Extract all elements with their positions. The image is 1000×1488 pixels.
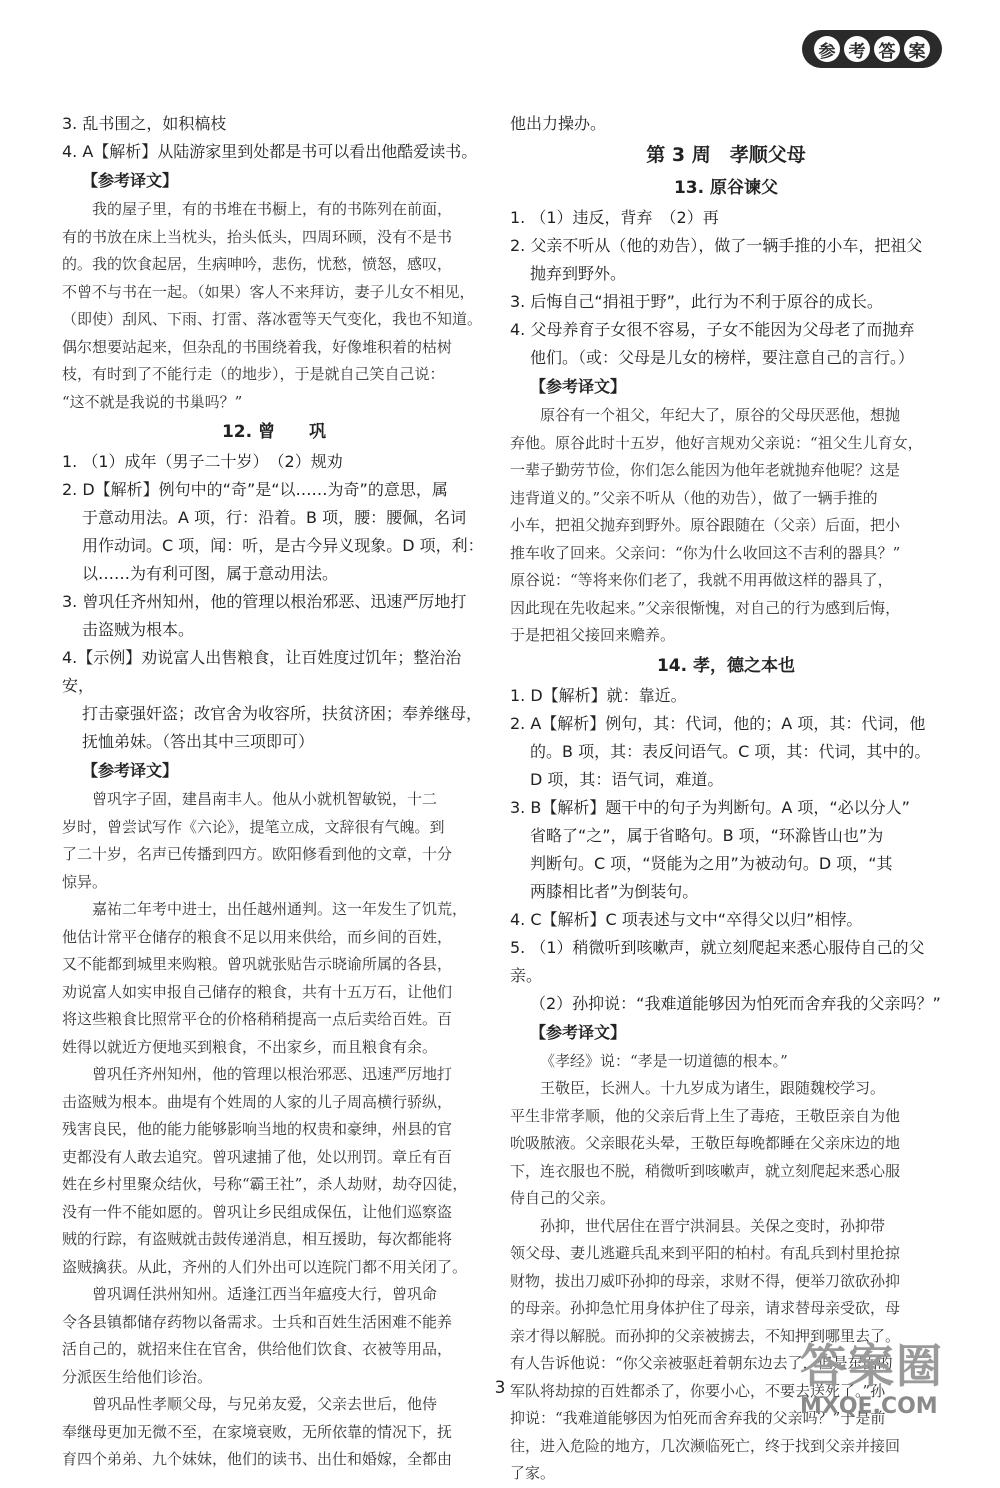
translation-line: 原谷有一个祖父，年纪大了，原谷的父母厌恶他，想抛 bbox=[540, 406, 901, 424]
translation-line: 了二十岁，名声已传播到四方。欧阳修看到他的文章，十分 bbox=[62, 845, 453, 863]
translation-line: 抑说：“我难道能够因为怕死而舍弃我的父亲吗？”于是前 bbox=[510, 1409, 886, 1427]
translation-line: 一辈子勤劳节俭，你们怎么能因为他年老就抛弃他呢？这是 bbox=[510, 461, 901, 479]
reference-translation-label: 【参考译文】 bbox=[82, 761, 179, 780]
text-line: 用作动词。C 项，闻：听，是古今异义现象。D 项，利： bbox=[82, 536, 484, 555]
translation-line: 活自己的，就招来住在官舍，供给他们饮食、衣被等用品， bbox=[62, 1340, 453, 1358]
answer-line: 4. C【解析】C 项表述与文中“卒得父以归”相悖。 bbox=[510, 909, 863, 929]
translation-line: 岁时，曾尝试写作《六论》，提笔立成，文辞很有气魄。到 bbox=[62, 817, 445, 836]
translation-line: 没有一件不能如愿的。曾巩让乡民组成保伍，让他们巡察盗 bbox=[62, 1202, 453, 1221]
translation-line: 因此现在先收起来。”父亲很惭愧，对自己的行为感到后悔， bbox=[510, 598, 901, 617]
translation-line: 《孝经》说：“孝是一切道德的根本。” bbox=[540, 1051, 788, 1070]
watermark-text: 答案圈 bbox=[800, 1339, 944, 1393]
translation-line: 军队将劫掠的百姓都杀了，你要小心，不要去送死了。”孙 bbox=[510, 1381, 886, 1400]
text-line: 抚恤弟妹。（答出其中三项即可） bbox=[82, 732, 315, 751]
translation-line: 亲才得以解脱。而孙抑的父亲被掳去，不知押到哪里去了。 bbox=[510, 1326, 901, 1345]
section-title-14: 14. 孝，德之本也 bbox=[656, 655, 796, 676]
reference-translation-label: 【参考译文】 bbox=[530, 1022, 627, 1042]
text-line: 不曾不与书在一起。（如果）客人不来拜访，妻子儿女不相见， bbox=[62, 282, 475, 301]
week-title: 第 3 周 孝顺父母 bbox=[646, 144, 806, 166]
translation-line: 推车收了回来。父亲问：“你为什么收回这不吉利的器具？” bbox=[510, 543, 901, 562]
watermark-url: MXQE.COM bbox=[800, 1394, 938, 1419]
translation-line: 曾巩调任洪州知州。适逢江西当年瘟疫大行，曾巩命 bbox=[92, 1285, 438, 1303]
answer-line: 省略了“之”，属于省略句。B 项，“环滁皆山也”为 bbox=[530, 825, 884, 845]
badge-char: 考 bbox=[844, 36, 870, 62]
translation-line: 的母亲。孙抑急忙用身体护住了母亲，请求替母亲受砍，母 bbox=[510, 1299, 901, 1317]
translation-line: 下，连衣服也不脱，稍微听到咳嗽声，就立刻爬起来悉心服 bbox=[510, 1161, 901, 1180]
translation-block-13 bbox=[510, 402, 942, 650]
translation-line: 育四个弟弟、九个妹妹，他们的读书、出仕和婚嫁，全都由 bbox=[62, 1450, 453, 1468]
translation-line: 击盗贼为根本。曲堤有个姓周的人家的儿子周高横行骄纵， bbox=[62, 1092, 453, 1111]
answers-14 bbox=[510, 682, 942, 1018]
text-line: 1. （1）违反，背弃 （2）再 bbox=[510, 208, 719, 227]
translation-line: 将这些粮食比照常平仓的价格稍稍提高一点后卖给百姓。百 bbox=[62, 1010, 453, 1028]
reference-translation-label: 【参考译文】 bbox=[82, 171, 179, 190]
badge-char: 参 bbox=[814, 36, 840, 62]
text-line: 有的书放在床上当枕头，抬头低头，四周环顾，没有不是书 bbox=[62, 227, 453, 246]
text-line: 2. D【解析】例句中的“奇”是“以……为奇”的意思，属 bbox=[62, 480, 448, 499]
answer-line: 判断句。C 项，“贤能为之用”为被动句。D 项，“其 bbox=[530, 853, 893, 873]
continued-line: 他出力操办。 bbox=[510, 114, 607, 133]
answer-line: 的。B 项，其：表反问语气。C 项，其：代词，其中的。 bbox=[530, 741, 931, 761]
left-top-answers bbox=[62, 110, 486, 166]
reference-translation-label: 【参考译文】 bbox=[530, 377, 627, 396]
badge-char: 案 bbox=[904, 36, 930, 62]
translation-line: 曾巩品性孝顺父母，与兄弟友爱，父亲去世后，他侍 bbox=[92, 1395, 438, 1413]
answers-12 bbox=[62, 448, 486, 756]
translation-line: 原谷说：“等将来你们老了，我就不用再做这样的器具了， bbox=[510, 571, 893, 589]
translation-line: 贼的行踪，有盗贼就击鼓传递消息，相互援助，每次都能将 bbox=[62, 1230, 453, 1248]
translation-line: 有人告诉他说：“你父亲被驱赶着朝东边去了，但是东面的 bbox=[510, 1354, 893, 1372]
translation-line: 小车，把祖父抛弃到野外。原谷跟随在（父亲）后面，把小 bbox=[510, 516, 901, 534]
text-line: 击盗贼为根本。 bbox=[82, 620, 195, 639]
text-line: 枝，有时到了不能行走（的地步），于是就自己笑自己说： bbox=[62, 365, 445, 383]
text-line: 于意动用法。A 项，行：沿着。B 项，腰：腰佩，名词 bbox=[82, 508, 467, 527]
text-line: 3. 曾巩任齐州知州，他的管理以根治邪恶、迅速严厉地打 bbox=[62, 592, 467, 611]
translation-line: 残害良民，他的能力能够影响当地的权贵和豪绅，州县的官 bbox=[62, 1120, 453, 1138]
translation-line: 姓在乡村里聚众结伙，号称“霸王社”，杀人劫财，劫夺囚徒， bbox=[62, 1175, 468, 1193]
answer-line: 2. A【解析】例句，其：代词，他的；A 项，其：代词，他 bbox=[510, 713, 926, 733]
translation-line: 往，进入危险的地方，几次濒临死亡，终于找到父亲并接回 bbox=[510, 1436, 901, 1455]
translation-line: 惊异。 bbox=[62, 872, 108, 891]
answer-line: 两膝相比者”为倒装句。 bbox=[530, 881, 699, 901]
translation-line: 曾巩任齐州知州，他的管理以根治邪恶、迅速严厉地打 bbox=[92, 1065, 453, 1083]
translation-line: 分派医生给他们诊治。 bbox=[62, 1367, 213, 1386]
text-line: 3. 乱书围之，如积槁枝 bbox=[62, 114, 227, 133]
translation-line: 于是把祖父接回来赡养。 bbox=[510, 626, 676, 644]
translation-line: 领父母、妻儿逃避兵乱来到平阳的柏村。有乱兵到村里抢掠 bbox=[510, 1244, 901, 1262]
answer-line: 3. B【解析】题干中的句子为判断句。A 项，“必以分人” bbox=[510, 797, 910, 817]
answer-line: 1. D【解析】就：靠近。 bbox=[510, 685, 687, 705]
translation-block-12 bbox=[62, 786, 486, 1474]
answer-line: （2）孙抑说：“我难道能够因为怕死而舍弃我的父亲吗？” bbox=[530, 993, 941, 1013]
text-line: 抛弃到野外。 bbox=[530, 264, 627, 283]
answers-13 bbox=[510, 204, 942, 372]
watermark-logo bbox=[800, 1338, 990, 1428]
translation-line: 嘉祐二年考中进士，出任越州通判。这一年发生了饥荒， bbox=[92, 900, 468, 918]
translation-line: 孙抑，世代居住在晋宁洪洞县。关保之变时，孙抑带 bbox=[540, 1216, 886, 1235]
translation-line: 平生非常孝顺，他的父亲后背上生了毒疮，王敬臣亲自为他 bbox=[510, 1106, 901, 1125]
text-line: “这不就是我说的书巢吗？” bbox=[62, 392, 243, 411]
translation-line: 盗贼擒获。从此，齐州的人们外出可以连院门都不用关闭了。 bbox=[62, 1257, 468, 1276]
right-column bbox=[510, 110, 942, 1488]
text-line: 打击豪强奸盗；改官舍为收容所，扶贫济困；奉养继母， bbox=[82, 704, 483, 723]
text-line: 偶尔想要站起来，但杂乱的书围绕着我，好像堆积着的枯树 bbox=[62, 337, 453, 356]
text-line: 以……为有利可图，属于意动用法。 bbox=[82, 564, 339, 583]
text-line: 3. 后悔自己“捐祖于野”，此行为不利于原谷的成长。 bbox=[510, 292, 883, 311]
text-line: 4. 父母养育子女很不容易，子女不能因为父母老了而抛弃 bbox=[510, 320, 915, 339]
translation-line: 姓得以就近方便地买到粮食，不出家乡，而且粮食有余。 bbox=[62, 1037, 438, 1056]
page-number: 3 bbox=[494, 1378, 506, 1398]
section-title-12: 12. 曾 巩 bbox=[221, 422, 327, 442]
badge-char: 答 bbox=[874, 36, 900, 62]
translation-line: 财物，拔出刀威吓孙抑的母亲，求财不得，便举刀欲砍孙抑 bbox=[510, 1271, 901, 1290]
reference-answer-badge bbox=[802, 30, 942, 68]
translation-line: 曾巩字子固，建昌南丰人。他从小就机智敏锐，十二 bbox=[92, 790, 438, 808]
translation-line: 奉继母更加无微不至，在家境衰败，无所依靠的情况下，抚 bbox=[62, 1422, 453, 1441]
translation-block-11 bbox=[62, 196, 486, 416]
translation-line: 了家。 bbox=[510, 1464, 556, 1482]
translation-line: 又不能都到城里来购粮。曾巩就张贴告示晓谕所属的各县， bbox=[62, 955, 453, 973]
text-line: （即使）刮风、下雨、打雷、落冰雹等天气变化，我也不知道。 bbox=[62, 310, 483, 328]
section-title-13: 13. 原谷谏父 bbox=[673, 178, 779, 198]
translation-line: 违背道义的。”父亲不听从（他的劝告），做了一辆手推的 bbox=[510, 488, 878, 507]
text-line: 4. A【解析】从陆游家里到处都是书可以看出他酷爱读书。 bbox=[62, 142, 478, 161]
translation-line: 令各县镇都储存药物以备需求。士兵和百姓生活困难不能养 bbox=[62, 1312, 453, 1331]
text-line: 2. 父亲不听从（他的劝告），做了一辆手推的小车，把祖父 bbox=[510, 236, 923, 255]
translation-line: 他估计常平仓储存的粮食不足以用来供给，而乡间的百姓， bbox=[62, 927, 453, 946]
translation-line: 弃他。原谷此时十五岁，他好言规劝父亲说：“祖父生儿育女， bbox=[510, 433, 923, 452]
answer-line: D 项，其：语气词，难道。 bbox=[530, 769, 724, 789]
text-line: 4.【示例】劝说富人出售粮食，让百姓度过饥年；整治治安， bbox=[62, 648, 462, 695]
text-line: 的。我的饮食起居，生病呻吟，悲伤，忧愁，愤怒，感叹， bbox=[62, 255, 453, 273]
translation-line: 吏都没有人敢去追究。曾巩逮捕了他，处以刑罚。章丘有百 bbox=[62, 1147, 453, 1166]
answer-line: 5. （1）稍微听到咳嗽声，就立刻爬起来悉心服侍自己的父亲。 bbox=[510, 937, 925, 985]
translation-line: 王敬臣，长洲人。十九岁成为诸生，跟随魏校学习。 bbox=[540, 1079, 886, 1097]
translation-line: 劝说富人如实申报自己储存的粮食，共有十五万石，让他们 bbox=[62, 982, 453, 1001]
text-line: 1. （1）成年（男子二十岁） （2）规劝 bbox=[62, 452, 343, 471]
left-column bbox=[62, 110, 486, 1474]
translation-line: 侍自己的父亲。 bbox=[510, 1189, 616, 1207]
text-line: 我的屋子里，有的书堆在书橱上，有的书陈列在前面， bbox=[92, 200, 453, 218]
text-line: 他们。（或：父母是儿女的榜样，要注意自己的言行。） bbox=[530, 348, 915, 367]
translation-line: 吮吸脓液。父亲眼花头晕，王敬臣每晚都睡在父亲床边的地 bbox=[510, 1134, 901, 1152]
